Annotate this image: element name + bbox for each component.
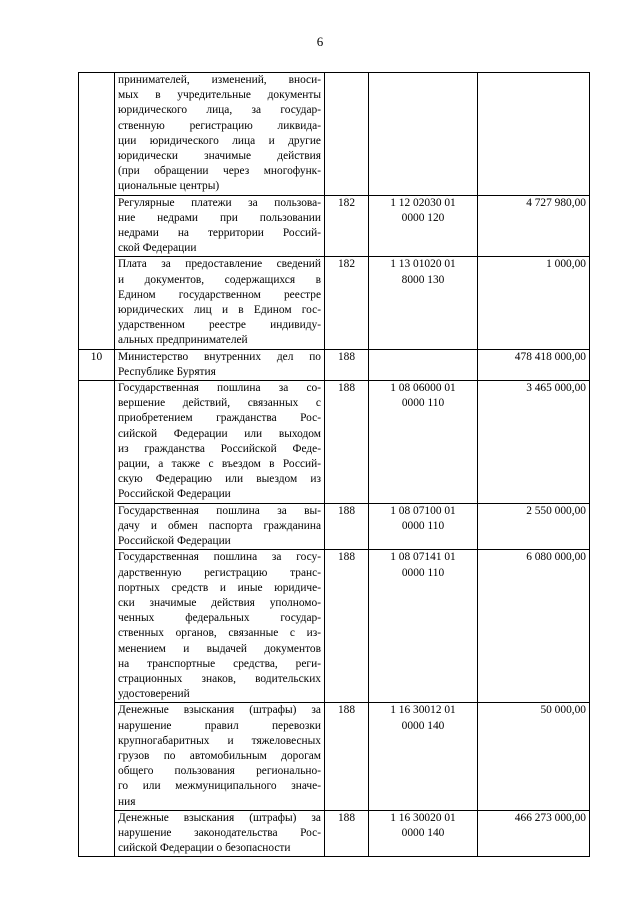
amount-cell: 3 465 000,00 xyxy=(478,381,590,504)
revenue-name-line: Государственная пошлина за со- xyxy=(118,382,321,395)
table-row xyxy=(79,195,590,257)
budget-code-line: 1 16 30020 01 xyxy=(390,811,456,824)
revenue-name-line: вершение действий, связанных с xyxy=(118,397,321,410)
row-number-cell xyxy=(79,381,115,504)
page-number: 6 xyxy=(316,34,324,49)
revenue-name-line: Министерство внутренних дел по xyxy=(118,350,321,363)
amount-cell xyxy=(478,73,590,196)
table-body xyxy=(79,73,590,857)
administrator-code-cell xyxy=(325,73,369,196)
revenue-name-line: крупногабаритных и тяжеловесных xyxy=(118,734,321,747)
row-number-cell xyxy=(79,503,115,550)
revenue-name-line: портных средств и иные юридиче- xyxy=(118,581,321,594)
revenue-name-cell xyxy=(115,257,325,349)
revenue-name-line: приобретением гражданства Рос- xyxy=(118,412,321,425)
budget-code-line: 1 12 02030 01 xyxy=(390,196,456,209)
revenue-name-line: страционных знаков, водительских xyxy=(118,672,321,685)
revenue-name-line: сийской Федерации о безопасности xyxy=(118,842,291,855)
budget-code-line: 0000 110 xyxy=(401,566,445,579)
revenue-name-cell xyxy=(115,195,325,257)
revenue-name-line: на транспортные средства, реги- xyxy=(118,657,321,670)
revenue-name-line: рации, а также с въездом в Россий- xyxy=(118,458,321,471)
row-number-cell xyxy=(79,257,115,349)
amount-cell: 50 000,00 xyxy=(478,703,590,810)
budget-classification-code-cell xyxy=(369,503,478,550)
amount-cell: 2 550 000,00 xyxy=(478,503,590,550)
administrator-code-cell: 182 xyxy=(325,257,369,349)
revenue-name-line: Государственная пошлина за госу- xyxy=(118,551,321,564)
revenue-name-cell xyxy=(115,810,325,857)
revenue-name-cell xyxy=(115,703,325,810)
revenue-name-line: дарственную регистрацию транс- xyxy=(118,566,321,579)
revenue-name-line: ние недрами при пользовании xyxy=(118,211,321,224)
revenue-name-line: Плата за предоставление сведений xyxy=(118,258,321,271)
revenue-name-line: нарушение законодательства Рос- xyxy=(118,826,321,839)
budget-code-line: 1 13 01020 01 xyxy=(390,258,456,271)
row-number-cell xyxy=(79,810,115,857)
budget-code-line: 0000 140 xyxy=(401,826,445,839)
revenue-name-line: го или межмуниципального значе- xyxy=(118,780,321,793)
budget-code-line: 1 08 07141 01 xyxy=(390,551,456,564)
amount-cell: 466 273 000,00 xyxy=(478,810,590,857)
revenue-name-cell xyxy=(115,349,325,380)
revenue-name-line: Регулярные платежи за пользова- xyxy=(118,196,321,209)
revenue-name-line: менением и выдачей документов xyxy=(118,642,321,655)
revenue-name-line: ственную регистрацию ликвида- xyxy=(118,119,321,132)
revenue-name-line: ции юридического лица и другие xyxy=(118,134,321,147)
revenue-name-line: Российской Федерации xyxy=(118,488,231,501)
revenue-name-cell xyxy=(115,381,325,504)
revenue-name-line: ски значимые действия уполномо- xyxy=(118,596,321,609)
budget-classification-code-cell xyxy=(369,703,478,810)
revenue-name-cell xyxy=(115,73,325,196)
amount-cell: 478 418 000,00 xyxy=(478,349,590,380)
revenue-name-line: дачу и обмен паспорта гражданина xyxy=(118,519,321,532)
budget-code-line: 1 08 07100 01 xyxy=(390,504,456,517)
budget-code-line: 0000 140 xyxy=(401,719,445,732)
amount-cell: 6 080 000,00 xyxy=(478,550,590,703)
budget-code-line: 0000 110 xyxy=(401,519,445,532)
revenue-name-line: Денежные взыскания (штрафы) за xyxy=(118,811,321,824)
revenue-name-line: ударственном реестре индивиду- xyxy=(118,319,321,332)
budget-code-line: 1 16 30012 01 xyxy=(390,704,456,717)
revenue-name-line: альных предпринимателей xyxy=(118,334,248,347)
revenue-name-line: и документов, содержащихся в xyxy=(118,273,321,286)
revenue-name-line: юридических лиц и в Едином гос- xyxy=(118,304,321,317)
revenue-name-cell xyxy=(115,503,325,550)
revenue-name-line: мых в учредительные документы xyxy=(118,89,321,102)
revenue-name-cell xyxy=(115,550,325,703)
amount-cell: 1 000,00 xyxy=(478,257,590,349)
revenue-name-line: скую Федерацию или выездом из xyxy=(118,473,321,486)
table-row xyxy=(79,703,590,810)
row-number-cell xyxy=(79,195,115,257)
table-row xyxy=(79,550,590,703)
administrator-code-cell: 188 xyxy=(325,550,369,703)
administrator-code-cell: 188 xyxy=(325,503,369,550)
revenue-name-line: Денежные взыскания (штрафы) за xyxy=(118,704,321,717)
table-row xyxy=(79,810,590,857)
administrator-code-cell: 188 xyxy=(325,703,369,810)
budget-classification-code-cell xyxy=(369,381,478,504)
revenue-name-line: циональные центры) xyxy=(118,180,220,193)
table-row xyxy=(79,503,590,550)
revenue-name-line: ственных органов, связанные с из- xyxy=(118,627,321,640)
revenue-name-line: Республике Бурятия xyxy=(118,365,216,378)
revenue-name-line: из гражданства Российской Феде- xyxy=(118,442,321,455)
revenue-name-line: удостоверений xyxy=(118,688,190,701)
budget-classification-code-cell xyxy=(369,195,478,257)
budget-classification-code-cell xyxy=(369,550,478,703)
revenue-name-line: юридического лица, за государ- xyxy=(118,104,321,117)
budget-code-line: 8000 130 xyxy=(401,273,445,286)
administrator-code-cell: 188 xyxy=(325,349,369,380)
row-number-cell: 10 xyxy=(79,349,115,380)
revenue-name-line: принимателей, изменений, вноси- xyxy=(118,74,321,86)
amount-cell: 4 727 980,00 xyxy=(478,195,590,257)
budget-classification-code-cell xyxy=(369,349,478,380)
revenue-name-line: Едином государственном реестре xyxy=(118,288,321,301)
row-number-cell xyxy=(79,550,115,703)
budget-code-line: 1 08 06000 01 xyxy=(390,382,456,395)
revenue-name-line: недрами на территории Россий- xyxy=(118,227,321,240)
revenue-name-line: ской Федерации xyxy=(118,242,197,255)
budget-code-line: 0000 110 xyxy=(401,397,445,410)
revenue-name-line: Государственная пошлина за вы- xyxy=(118,504,321,517)
budget-classification-code-cell xyxy=(369,810,478,857)
revenue-name-line: юридически значимые действия xyxy=(118,150,321,163)
table-row xyxy=(79,381,590,504)
table-row xyxy=(79,73,590,196)
row-number-cell xyxy=(79,73,115,196)
revenue-name-line: нарушение правил перевозки xyxy=(118,719,321,732)
administrator-code-cell: 188 xyxy=(325,810,369,857)
row-number-cell xyxy=(79,703,115,810)
table-row xyxy=(79,257,590,349)
administrator-code-cell: 182 xyxy=(325,195,369,257)
revenue-name-line: (при обращении через многофунк- xyxy=(118,165,321,178)
revenue-name-line: общего пользования регионально- xyxy=(118,765,321,778)
administrator-code-cell: 188 xyxy=(325,381,369,504)
revenue-table xyxy=(78,72,590,857)
budget-code-line: 0000 120 xyxy=(401,211,445,224)
revenue-name-line: сийской Федерации или выходом xyxy=(118,427,321,440)
budget-classification-code-cell xyxy=(369,73,478,196)
revenue-name-line: ченных федеральных государ- xyxy=(118,612,321,625)
revenue-name-line: ния xyxy=(118,795,136,808)
budget-classification-code-cell xyxy=(369,257,478,349)
table-row xyxy=(79,349,590,380)
revenue-name-line: грузов по автомобильным дорогам xyxy=(118,749,321,762)
revenue-name-line: Российской Федерации xyxy=(118,535,231,548)
